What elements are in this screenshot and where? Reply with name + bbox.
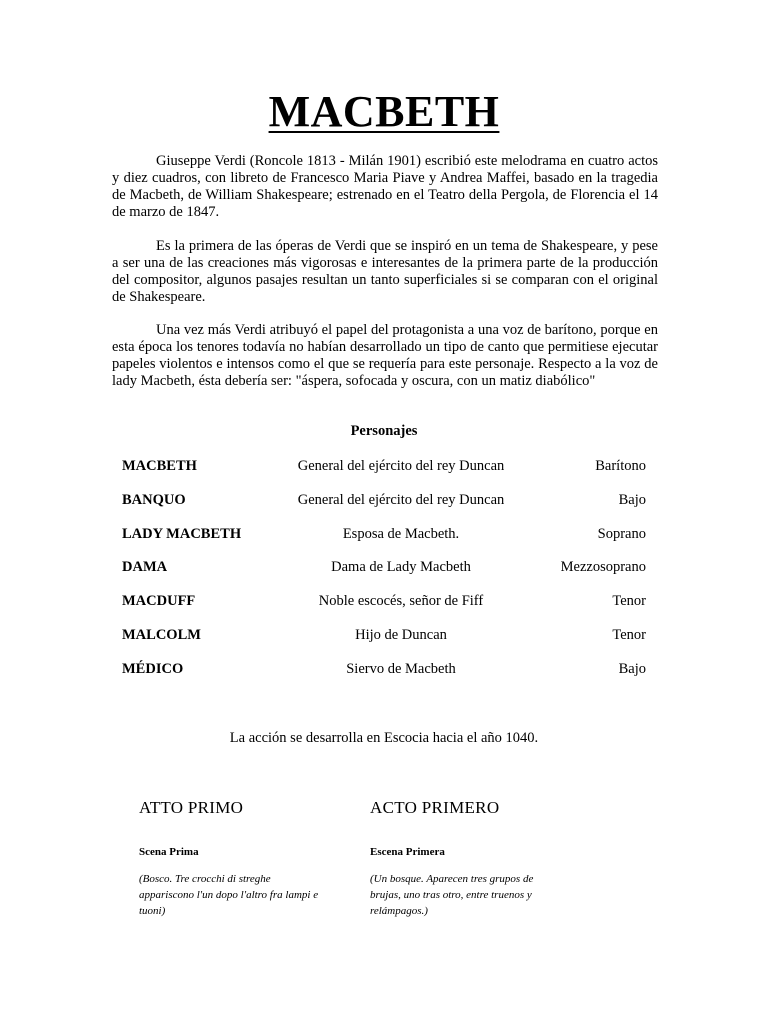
cast-row bbox=[122, 458, 646, 492]
character-name: DAMA bbox=[122, 559, 168, 576]
character-name: LADY MACBETH bbox=[122, 525, 242, 542]
italian-stage-direction: (Bosco. Tre crocchi di streghe appariscono l'un dopo l'altro fra lampi e tuoni) bbox=[139, 873, 319, 917]
intro-paragraph-1: Giuseppe Verdi (Roncole 1813 - Milán 1901) escribió este melodrama en cuatro actos y diez cuadros, con libreto de Francesco Maria Piave y Andrea Maffei, basado en la tragedia de Macbeth, de William Shakespeare; estrenado en el Teatro della Pergola, de Florencia el 14 de marzo de 1847. bbox=[112, 153, 658, 220]
cast-row bbox=[122, 661, 646, 695]
cast-list bbox=[122, 458, 646, 695]
italian-scene-title: Scena Prima bbox=[139, 846, 199, 858]
character-voice: Bajo bbox=[618, 491, 646, 508]
character-voice: Soprano bbox=[597, 525, 646, 542]
cast-row bbox=[122, 627, 646, 661]
cast-heading: Personajes bbox=[350, 423, 418, 439]
spanish-scene-title: Escena Primera bbox=[370, 846, 445, 858]
intro-paragraph-3: Una vez más Verdi atribuyó el papel del protagonista a una voz de barítono, porque en esta época los tenores todavía no habían desarrollado un tipo de canto que permitiese ejecutar papeles violentos e intensos como el que se requería para este personaje. Respecto a la voz de lady Macbeth, ésta debería ser: "áspera, sofocada y oscura, con un matiz diabólico" bbox=[112, 322, 658, 389]
character-name: BANQUO bbox=[122, 491, 186, 508]
character-voice: Barítono bbox=[595, 458, 646, 474]
character-voice: Tenor bbox=[612, 626, 646, 643]
character-name: MÉDICO bbox=[122, 660, 184, 677]
character-description: Siervo de Macbeth bbox=[346, 660, 456, 677]
character-description: Dama de Lady Macbeth bbox=[331, 559, 471, 576]
cast-row bbox=[122, 593, 646, 627]
character-voice: Tenor bbox=[612, 593, 646, 610]
cast-row bbox=[122, 526, 646, 560]
italian-column bbox=[139, 798, 349, 917]
character-voice: Bajo bbox=[618, 660, 646, 677]
character-voice: Mezzosoprano bbox=[560, 559, 646, 576]
spanish-stage-direction: (Un bosque. Aparecen tres grupos de brujas, uno tras otro, entre truenos y relámpagos.) bbox=[370, 873, 534, 917]
character-name: MACDUFF bbox=[122, 593, 196, 610]
character-description: Hijo de Duncan bbox=[355, 626, 447, 643]
character-description: Noble escocés, señor de Fiff bbox=[318, 593, 484, 610]
italian-act-title: ATTO PRIMO bbox=[139, 798, 244, 817]
character-description: Esposa de Macbeth. bbox=[342, 525, 460, 542]
cast-row bbox=[122, 492, 646, 526]
spanish-act-title: ACTO PRIMERO bbox=[370, 798, 500, 817]
setting-note: La acción se desarrolla en Escocia hacia el año 1040. bbox=[229, 730, 539, 746]
character-description: General del ejército del rey Duncan bbox=[297, 491, 505, 508]
character-name: MACBETH bbox=[122, 458, 197, 474]
spanish-column bbox=[370, 798, 580, 917]
page-title: MACBETH bbox=[268, 87, 500, 136]
character-name: MALCOLM bbox=[122, 626, 201, 643]
character-description: General del ejército del rey Duncan bbox=[297, 458, 505, 474]
cast-row bbox=[122, 559, 646, 593]
intro-paragraph-2: Es la primera de las óperas de Verdi que se inspiró en un tema de Shakespeare, y pese a ser una de las creaciones más vigorosas e interesantes de la primera parte de la producción del compositor, algunos pasajes resultan un tanto superficiales si se comparan con el original de Shakespeare. bbox=[112, 238, 658, 305]
